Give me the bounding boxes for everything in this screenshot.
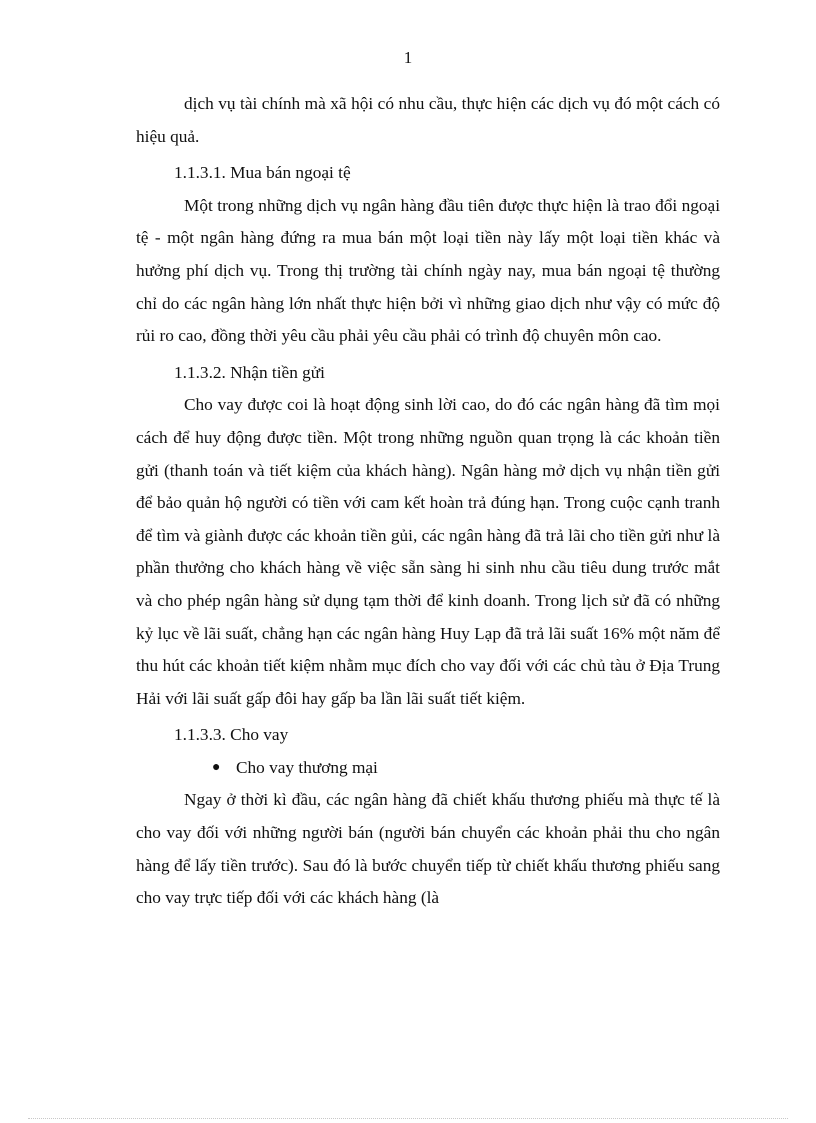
bullet-label: Cho vay thương mại bbox=[236, 757, 378, 777]
paragraph-lending: Ngay ở thời kì đầu, các ngân hàng đã chiết khấu thương phiếu mà thực tế là cho vay đối với những người bán (người bán chuyển các khoản phải thu cho ngân hàng để lấy tiền trước). Sau đó là bước chuyển tiếp từ chiết khấu thương phiếu sang cho vay trực tiếp đối với các khách hàng (là bbox=[136, 790, 720, 908]
bullet-icon: ● bbox=[212, 759, 221, 775]
paragraph-foreign-exchange: Một trong những dịch vụ ngân hàng đầu tiên được thực hiện là trao đổi ngoại tệ - một ngân hàng đứng ra mua bán một loại tiền này lấy một loại tiền khác và hưởng phí dịch vụ. Trong thị trường tài chính ngày nay, mua bán ngoại tệ thường chỉ do các ngân hàng lớn nhất thực hiện bởi vì những giao dịch như vậy có mức độ rủi ro cao, đồng thời yêu cầu phải yêu cầu phải có trình độ chuyên môn cao. bbox=[136, 195, 720, 346]
paragraph-deposits: Cho vay được coi là hoạt động sinh lời cao, do đó các ngân hàng đã tìm mọi cách để huy động được tiền. Một trong những nguồn quan trọng là các khoản tiền gửi (thanh toán và tiết kiệm của khách hàng). Ngân hàng mở dịch vụ nhận tiền gửi để bảo quản hộ người có tiền với cam kết hoàn trả đúng hạn. Trong cuộc cạnh tranh để tìm và giành được các khoản tiền gủi, các ngân hàng đã trả lãi cho tiền gửi như là phần thưởng cho khách hàng về việc sẵn sàng hi sinh nhu cầu tiêu dung trước mắt và cho phép ngân hàng sử dụng tạm thời để kinh doanh. Trong lịch sử đã có những kỷ lục về lãi suất, chẳng hạn các ngân hàng Huy Lạp đã trả lãi suất 16% một năm để thu hút các khoản tiết kiệm nhằm mục đích cho vay đối với các chủ tàu ở Địa Trung Hải với lãi suất gấp đôi hay gấp ba lần lãi suất tiết kiệm. bbox=[136, 395, 720, 708]
document-body bbox=[136, 88, 720, 915]
page-number: 1 bbox=[403, 48, 413, 67]
bullet-list bbox=[136, 752, 720, 785]
section-heading-deposits: 1.1.3.2. Nhận tiền gửi bbox=[174, 362, 325, 382]
section-heading-lending: 1.1.3.3. Cho vay bbox=[174, 725, 289, 745]
page-footer-divider bbox=[28, 1118, 788, 1119]
intro-paragraph: dịch vụ tài chính mà xã hội có nhu cầu, thực hiện các dịch vụ đó một cách có hiệu quả. bbox=[136, 94, 720, 146]
bullet-item-commercial-lending bbox=[212, 752, 720, 785]
section-heading-foreign-exchange: 1.1.3.1. Mua bán ngoại tệ bbox=[174, 163, 351, 183]
